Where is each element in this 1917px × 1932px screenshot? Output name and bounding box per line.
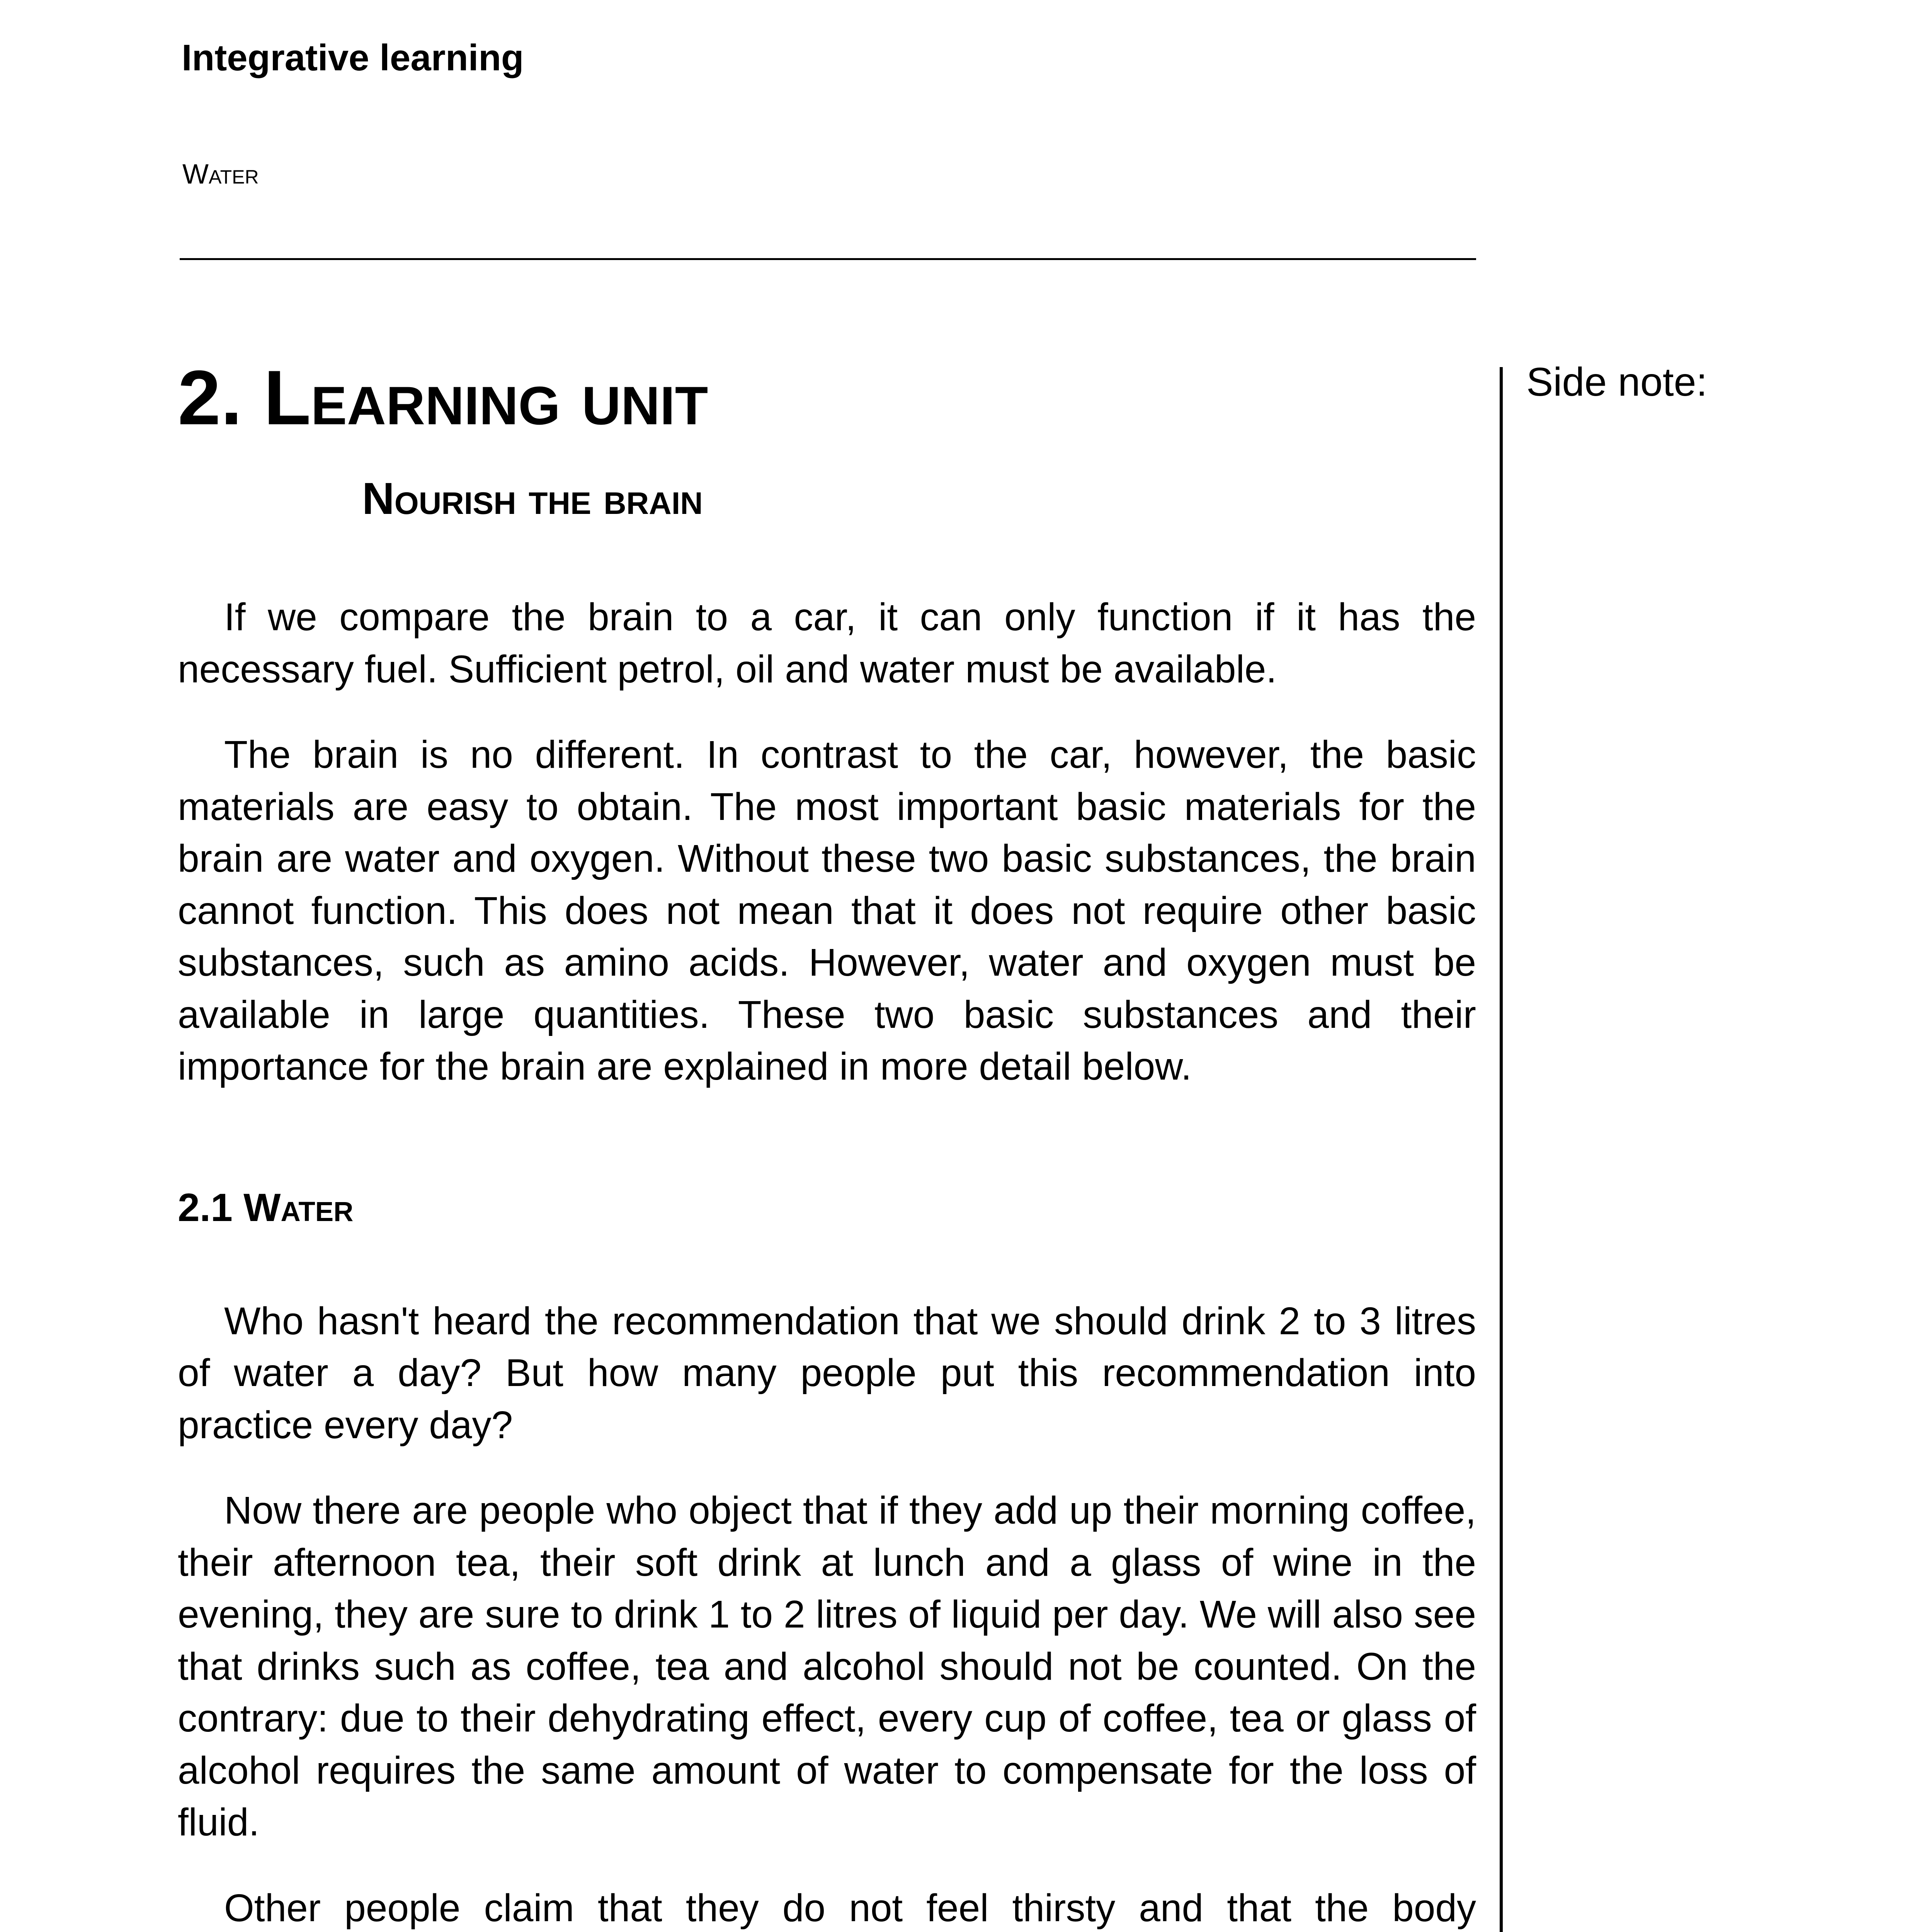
document-header-title: Integrative learning (182, 37, 524, 78)
section-paragraph: Now there are people who object that if they add up their morning coffee, their afternoon tea, their soft drink at lunch and a glass of wine in the evening, they are sure to drink 1 to 2 litres of liquid per day. We will also see that drinks such as coffee, tea and alcohol should not be counted. On the contrary: due to their dehydrating effect, every cup of coffee, tea or glass of alcohol requires the same amount of water to compensate for the loss of fluid. (178, 1489, 1476, 1844)
unit-subtitle: Nourish the brain (362, 473, 703, 524)
section-paragraph: Who hasn't heard the recommendation that we should drink 2 to 3 litres of water a day? But how many people put this recommendation into practice every day? (178, 1299, 1476, 1447)
intro-paragraph: The brain is no different. In contrast to the car, however, the basic materials are easy to obtain. The most important basic materials for the brain are water and oxygen. Without these two basic substances, the brain cannot function. This does not mean that it does not require other basic substances, such as amino acids. However, water and oxygen must be available in large quantities. These two basic substances and their importance for the brain are explained in more detail below. (178, 733, 1476, 1088)
unit-title: 2. Learning unit (178, 355, 708, 441)
side-note-divider (1500, 367, 1503, 1932)
header-divider (180, 258, 1476, 260)
section-paragraph: Other people claim that they do not feel thirsty and that the body (224, 1886, 1476, 1930)
document-header-subtitle: Water (182, 159, 259, 190)
intro-paragraph: If we compare the brain to a car, it can only function if it has the necessary fuel. Sufficient petrol, oil and water must be available. (178, 595, 1476, 691)
side-note-label: Side note: (1526, 360, 1708, 405)
section-title: 2.1 Water (178, 1185, 354, 1230)
main-content (178, 352, 1476, 1932)
